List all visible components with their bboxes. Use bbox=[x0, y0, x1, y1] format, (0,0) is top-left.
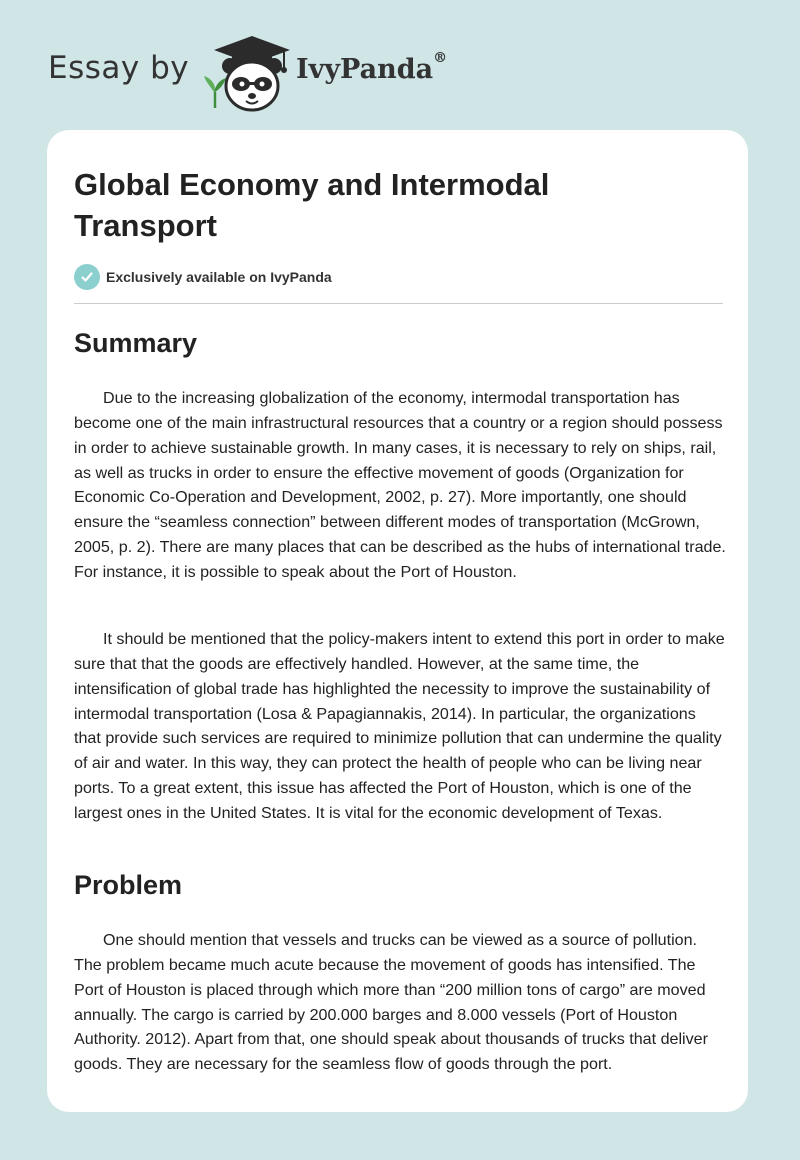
check-icon bbox=[74, 264, 100, 290]
section-heading-problem: Problem bbox=[74, 870, 183, 900]
page-title: Global Economy and Intermodal Transport bbox=[74, 167, 550, 243]
panda-logo-icon[interactable] bbox=[200, 34, 292, 114]
brand-name[interactable]: IvyPanda® bbox=[296, 50, 448, 85]
registered-mark: ® bbox=[433, 50, 448, 66]
essay-by-label: Essay by bbox=[48, 50, 190, 86]
paragraph: It should be mentioned that the policy-makers intent to extend this port in order to make sure that that the goods are effectively handled. However, at the same time, the intensification of global trade has highlighted the necessity to improve the sustainability of intermodal transportation (Losa & Papagiannakis, 2014). In particular, the organizations that provide such services are required to minimize pollution that can undermine the quality of air and water. In this way, they can protect the health of people who can be living near ports. To a great extent, this issue has affected the Port of Houston, which is one of the largest ones in the United States. It is vital for the economic development of Texas. bbox=[74, 630, 725, 822]
paragraph: Due to the increasing globalization of the economy, intermodal transportation has become one of the main infrastructural resources that a country or a region should possess in order to achieve sustainable growth. In many cases, it is necessary to rely on ships, rail, as well as trucks in order to ensure the effective movement of goods (Organization for Economic Co-Operation and Development, 2002, p. 27). More importantly, one should ensure the “seamless connection” between different modes of transportation (McGrown, 2005, p. 2). There are many places that can be described as the hubs of international trade. For instance, it is possible to speak about the Port of Houston. bbox=[74, 389, 726, 581]
badge-label: Exclusively available on IvyPanda bbox=[106, 269, 332, 285]
divider bbox=[74, 303, 723, 304]
site-header bbox=[0, 0, 800, 130]
exclusive-badge bbox=[74, 264, 332, 290]
section-heading-summary: Summary bbox=[74, 328, 198, 358]
article-card bbox=[47, 130, 748, 1112]
paragraph: One should mention that vessels and trucks can be viewed as a source of pollution. The problem became much acute because the movement of goods has intensified. The Port of Houston is placed through which more than “200 million tons of cargo” are moved annually. The cargo is carried by 200.000 barges and 8.000 vessels (Port of Houston Authority. 2012). Apart from that, one should speak about thousands of trucks that deliver goods. They are necessary for the seamless flow of goods through the port. bbox=[74, 931, 708, 1074]
